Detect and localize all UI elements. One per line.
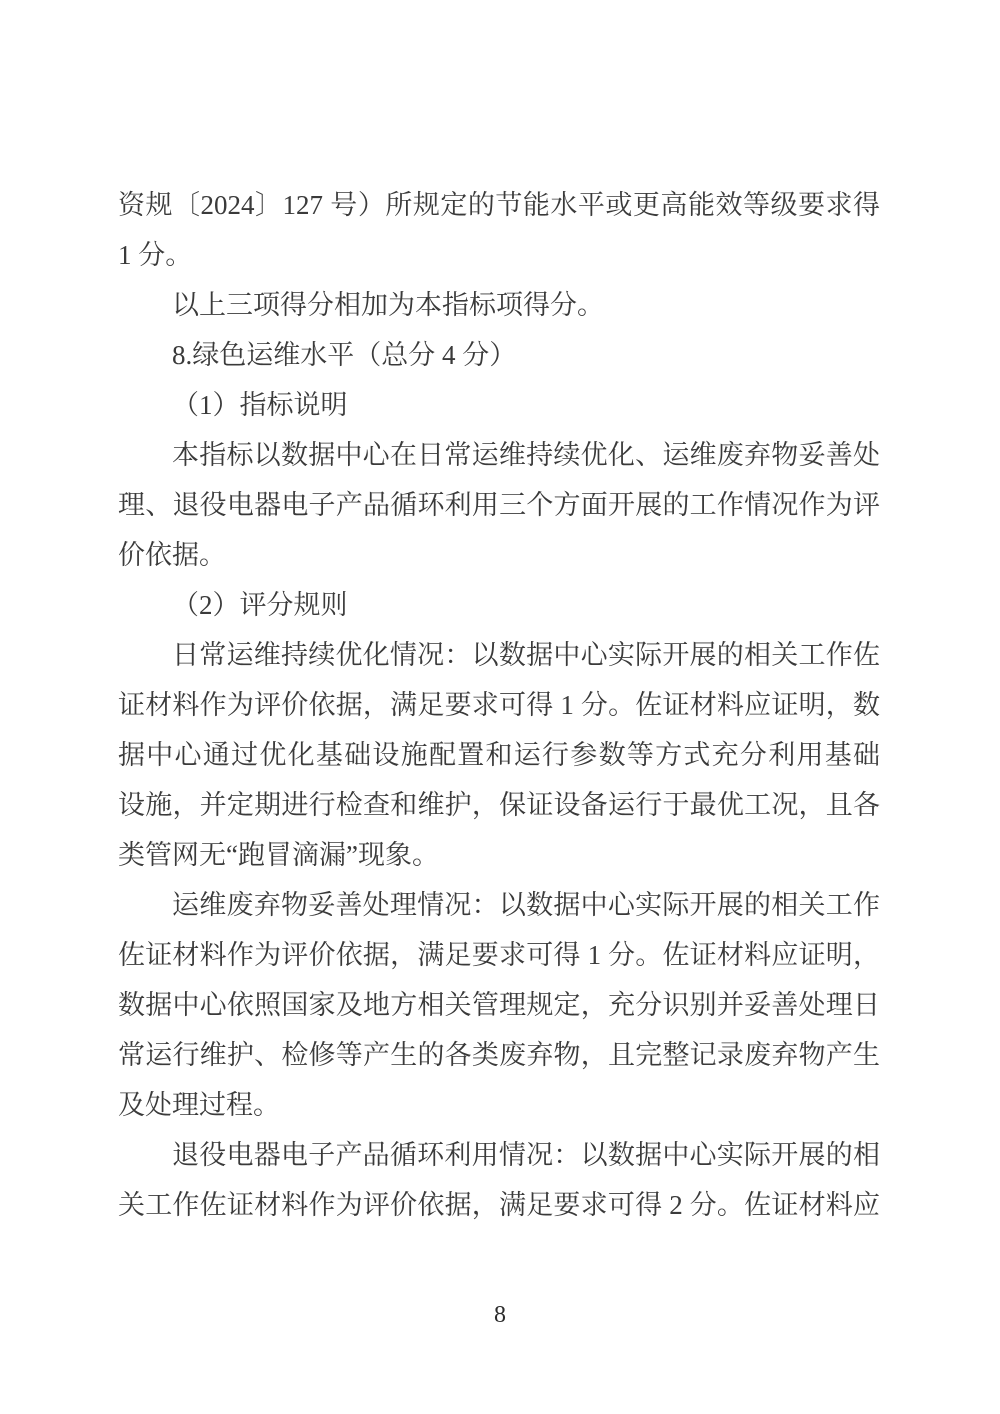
text-line: 价依据。: [118, 540, 226, 570]
text-line: 本指标以数据中心在日常运维持续优化、运维废弃物妥善处: [172, 440, 880, 470]
text-line: 数据中心依照国家及地方相关管理规定，充分识别并妥善处理日: [118, 990, 880, 1020]
page-footer: [0, 1302, 1000, 1329]
text-line: 常运行维护、检修等产生的各类废弃物，且完整记录废弃物产生: [118, 1040, 880, 1070]
text-line: 据中心通过优化基础设施配置和运行参数等方式充分利用基础: [118, 740, 880, 770]
text-line: 日常运维持续优化情况：以数据中心实际开展的相关工作佐: [172, 640, 880, 670]
text-line: 8.绿色运维水平（总分 4 分）: [172, 340, 517, 370]
text-line: 以上三项得分相加为本指标项得分。: [172, 290, 604, 320]
text-line: 及处理过程。: [118, 1090, 280, 1120]
text-line: 退役电器电子产品循环利用情况：以数据中心实际开展的相: [172, 1140, 880, 1170]
text-line: 佐证材料作为评价依据，满足要求可得 1 分。佐证材料应证明，: [118, 940, 880, 970]
text-line: 资规〔2024〕127 号）所规定的节能水平或更高能效等级要求得: [118, 190, 880, 220]
text-line: 1 分。: [118, 240, 193, 270]
text-line: 运维废弃物妥善处理情况：以数据中心实际开展的相关工作: [172, 890, 880, 920]
text-line: 证材料作为评价依据，满足要求可得 1 分。佐证材料应证明，数: [118, 690, 880, 720]
text-line: 关工作佐证材料作为评价依据，满足要求可得 2 分。佐证材料应: [118, 1190, 880, 1220]
document-body: [118, 180, 880, 1230]
text-line: 类管网无“跑冒滴漏”现象。: [118, 840, 439, 870]
page-number: 8: [494, 1302, 506, 1328]
text-line: （1）指标说明: [172, 390, 348, 420]
text-line: （2）评分规则: [172, 590, 348, 620]
text-line: 设施，并定期进行检查和维护，保证设备运行于最优工况，且各: [118, 790, 880, 820]
text-line: 理、退役电器电子产品循环利用三个方面开展的工作情况作为评: [118, 490, 880, 520]
